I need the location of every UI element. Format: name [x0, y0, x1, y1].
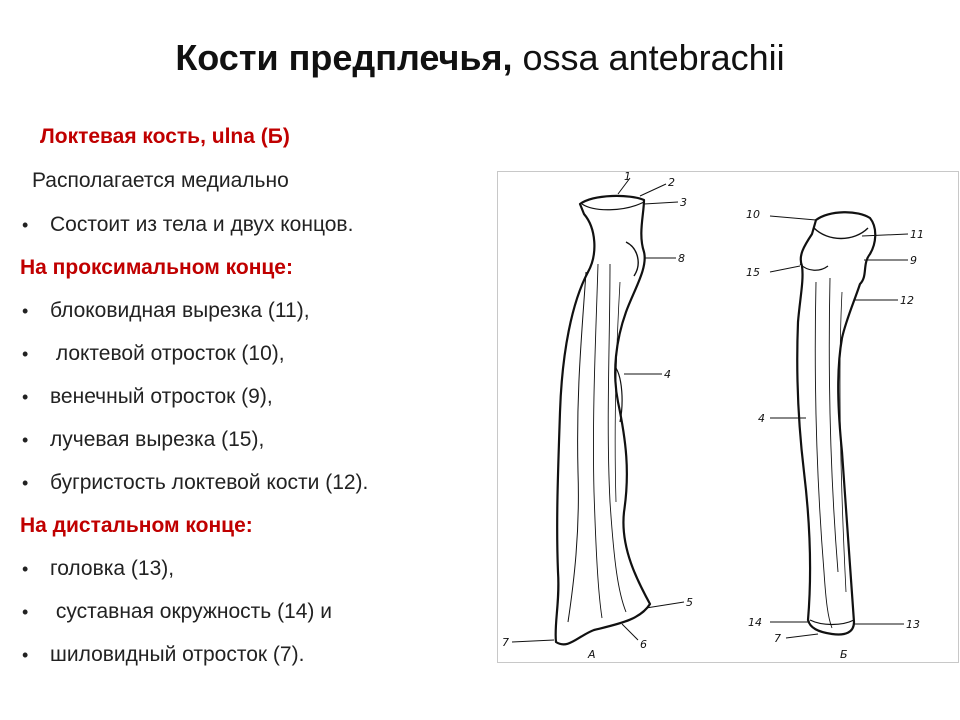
bullet-dot: • — [22, 430, 29, 450]
bullet-dot: • — [22, 387, 29, 407]
figure-label: 3 — [680, 196, 687, 209]
proximal-heading: На проксимальном конце: — [20, 256, 293, 279]
figure-label: 11 — [910, 228, 924, 241]
list-item: суставная окружность (14) и — [50, 600, 332, 623]
title-main: Кости предплечья, — [175, 37, 513, 78]
title-latin: ossa antebrachii — [522, 37, 785, 78]
subtitle: Локтевая кость, ulna (Б) — [40, 125, 290, 148]
figure-label: 10 — [746, 208, 760, 221]
list-item: бугристость локтевой кости (12). — [50, 471, 369, 494]
figure-label: А — [588, 648, 596, 661]
list-item: локтевой отросток (10), — [50, 342, 285, 365]
figure-label: 13 — [906, 618, 920, 631]
figure-label: 7 — [502, 636, 509, 649]
bullet-dot: • — [22, 602, 29, 622]
distal-heading: На дистальном конце: — [20, 514, 253, 537]
figure-label: Б — [840, 648, 848, 661]
ulna-anterior-drawing — [556, 196, 650, 645]
bullet-dot: • — [22, 344, 29, 364]
figure-label: 6 — [640, 638, 647, 651]
figure-label: 12 — [900, 294, 914, 307]
list-item: шиловидный отросток (7). — [50, 643, 305, 666]
bone-drawing — [498, 172, 958, 662]
ulna-illustration — [497, 171, 959, 663]
list-item: головка (13), — [50, 557, 175, 580]
figure-label: 8 — [678, 252, 685, 265]
bullet-dot: • — [22, 559, 29, 579]
figure-label: 4 — [758, 412, 765, 425]
figure-label: 5 — [686, 596, 693, 609]
bullet-dot: • — [22, 215, 29, 235]
bullet-dot: • — [22, 645, 29, 665]
figure-label: 14 — [748, 616, 762, 629]
figure-label: 2 — [668, 176, 675, 189]
list-item: блоковидная вырезка (11), — [50, 299, 310, 322]
composition-text: Состоит из тела и двух концов. — [50, 213, 354, 236]
list-item: лучевая вырезка (15), — [50, 428, 265, 451]
bullet-dot: • — [22, 301, 29, 321]
page-title — [0, 34, 960, 82]
figure-label: 9 — [910, 254, 917, 267]
list-item: венечный отросток (9), — [50, 385, 273, 408]
intro-text: Располагается медиально — [32, 169, 289, 192]
figure-label: 7 — [774, 632, 781, 645]
ulna-medial-drawing — [797, 212, 875, 634]
figure-label: 1 — [624, 172, 631, 183]
bullet-dot: • — [22, 473, 29, 493]
figure-label: 15 — [746, 266, 760, 279]
figure-label: 4 — [664, 368, 671, 381]
